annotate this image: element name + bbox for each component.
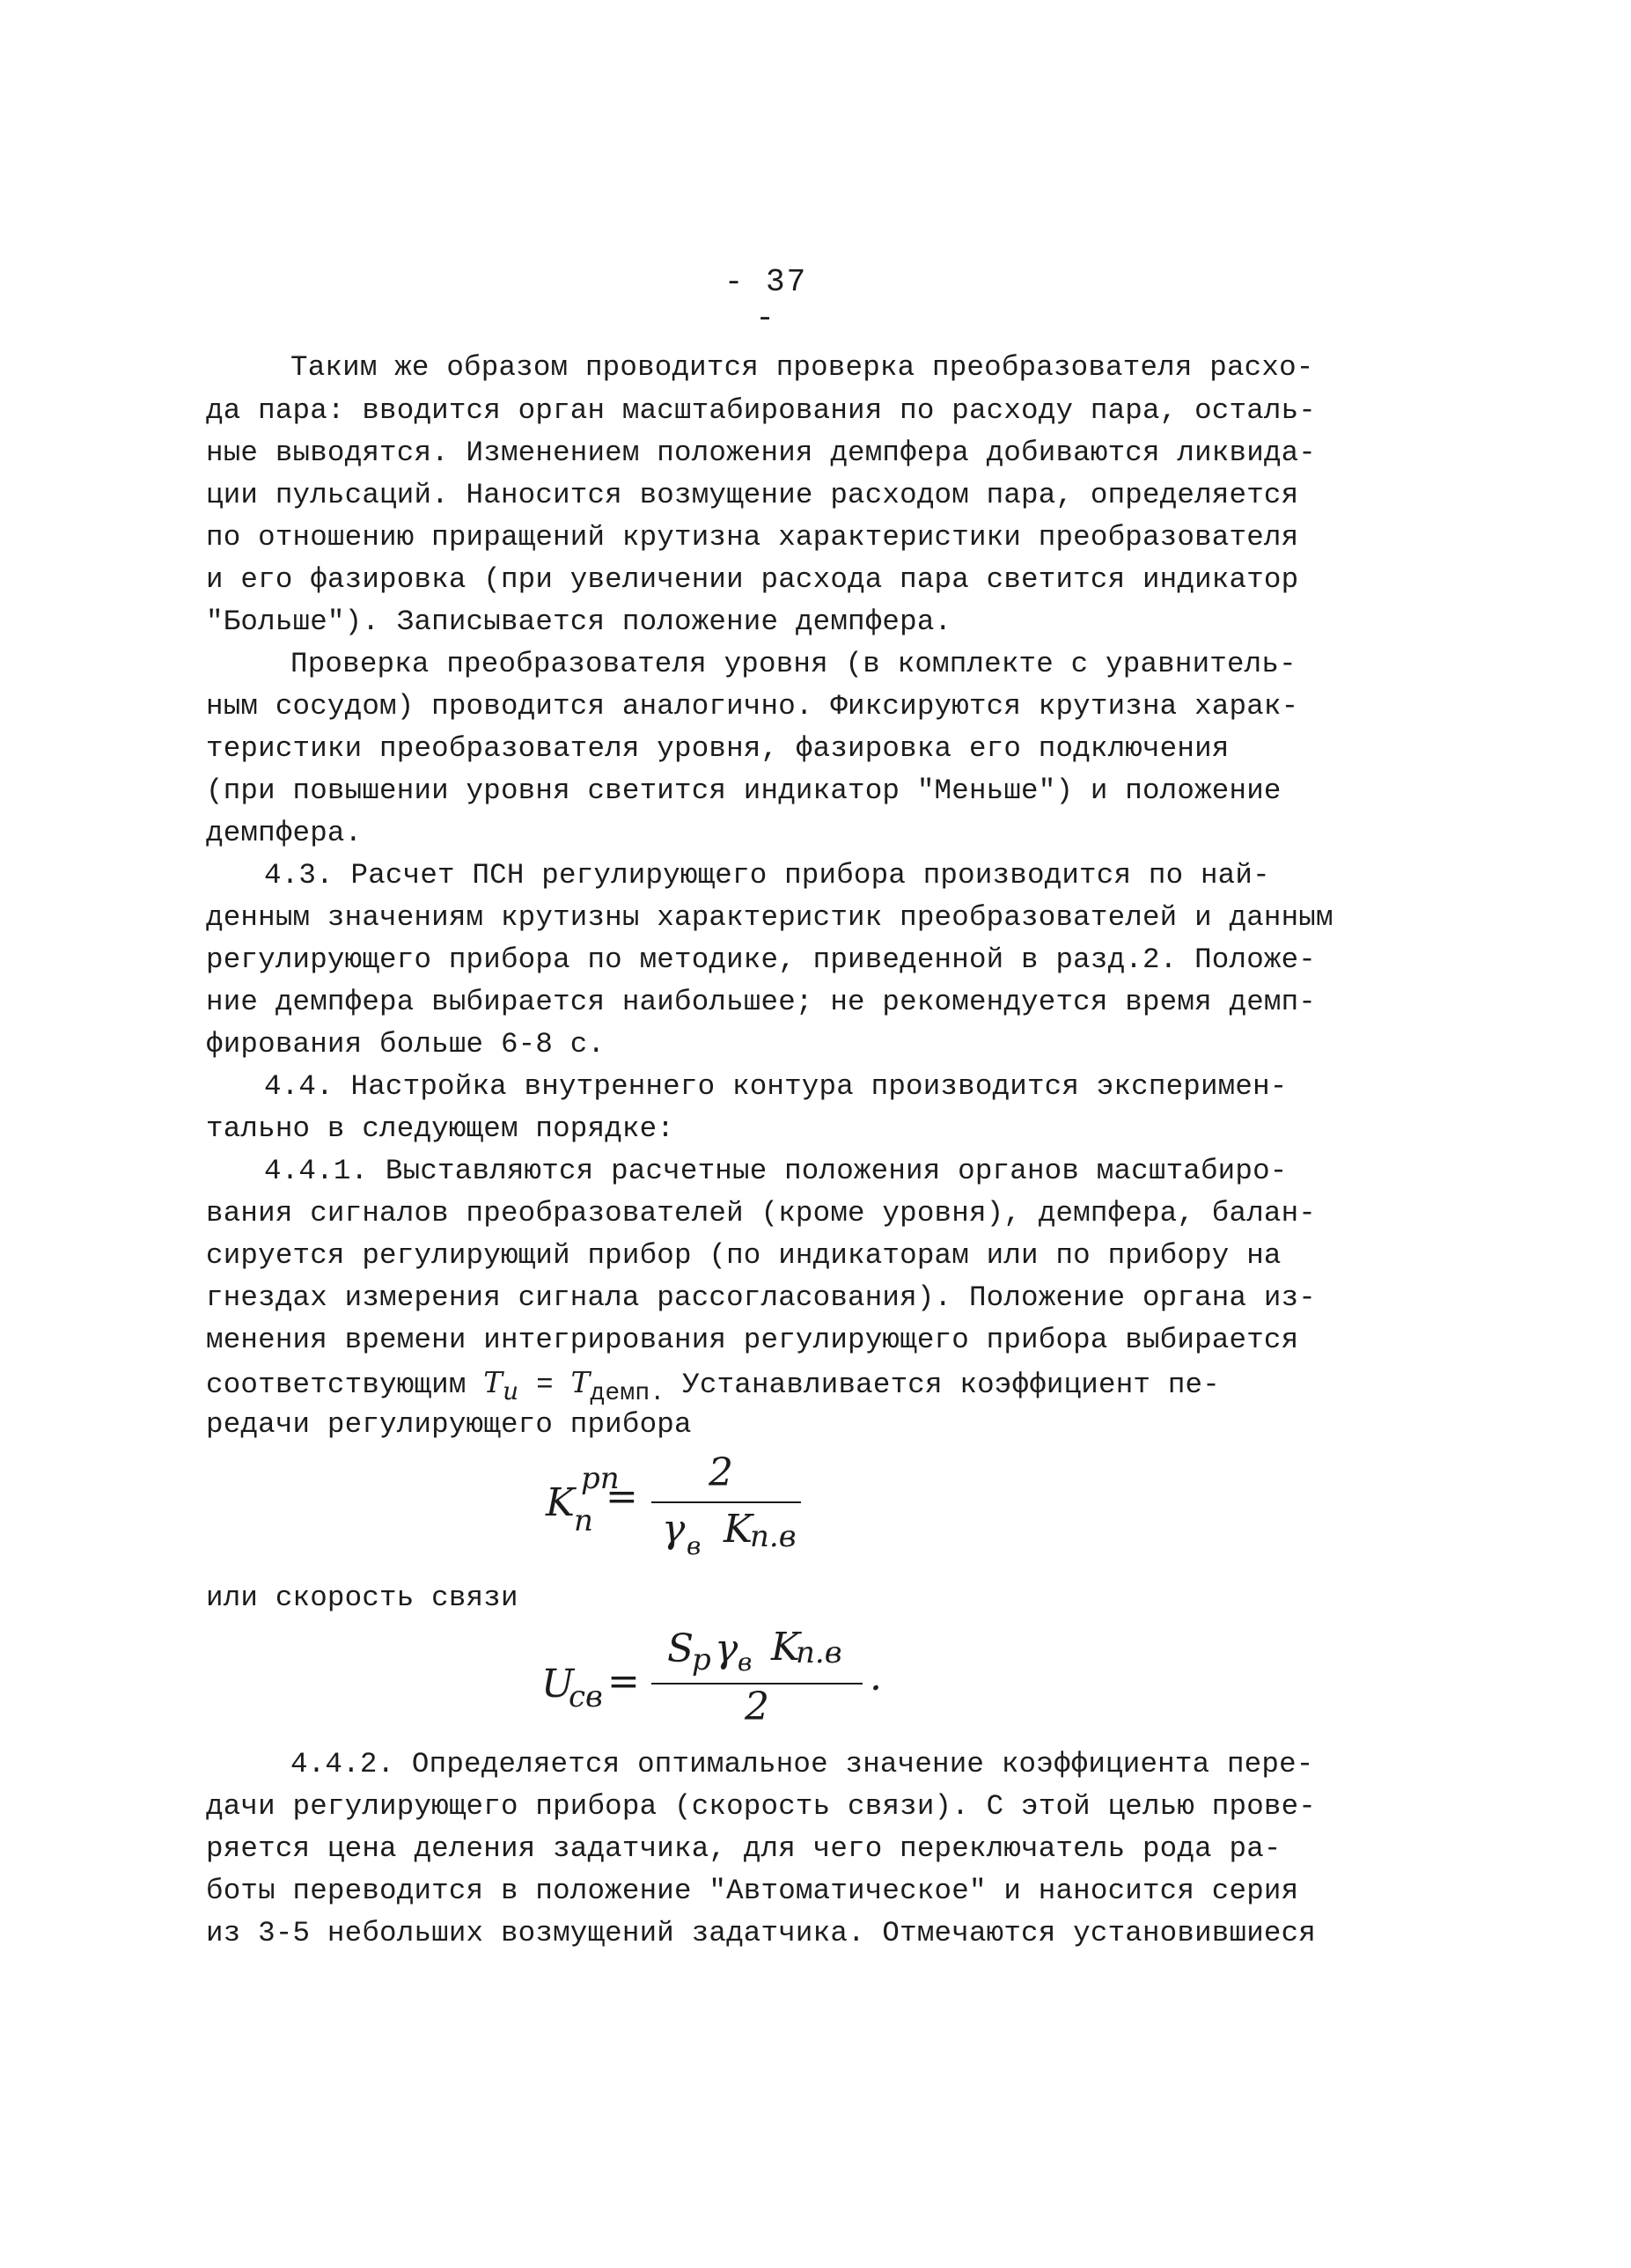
f1-equals: = [606,1474,638,1519]
p2-line-1: Проверка преобразователя уровня (в комплекте с уравнитель- [290,648,1297,680]
p3-line-5: фирования больше 6-8 с. [206,1028,606,1061]
p5-text-after: Устанавливается коэффициент пе- [665,1369,1220,1401]
p5-line-5: менения времени интегрирования регулирующего прибора выбирается [206,1324,1299,1356]
f1-numerator: 2 [709,1450,733,1495]
f2-num-s: S [667,1626,694,1671]
f2-trailing-period: . [870,1655,882,1699]
p5-line-4: гнездах измерения сигнала рассогласования). Положение органа из- [206,1281,1317,1314]
p6-line-1: 4.4.2. Определяется оптимальное значение коэффициента пере- [290,1748,1314,1780]
f2-denominator: 2 [745,1684,769,1729]
p2-line-4: (при повышении уровня светится индикатор "Меньше") и положение [206,774,1282,807]
f2-num-k: K [771,1625,800,1670]
p5-line-3: сируется регулирующий прибор (по индикаторам или по прибору на [206,1239,1282,1272]
p1-line-6: и его фазировка (при увеличении расхода пара светится индикатор [206,563,1299,596]
ti-subscript: и [503,1376,519,1406]
f2-num-s-sub: р [692,1642,711,1677]
p1-line-1: Таким же образом проводится проверка преобразователя расхо- [290,351,1314,384]
p1-line-2: да пара: вводится орган масштабирования по расходу пара, осталь- [206,394,1317,427]
f1-den-gamma-sub: в [687,1531,702,1560]
f2-lhs-sub: св [569,1679,603,1714]
p3-line-1: 4.3. Расчет ПСН регулирующего прибора производится по най- [264,859,1270,892]
p1-line-5: по отношению приращений крутизна характеристики преобразователя [206,521,1299,554]
p3-line-2: денным значениям крутизны характеристик преобразователей и данным [206,901,1333,934]
page-number: - 37 - [724,264,808,336]
f2-equals: = [607,1659,640,1704]
p5-line-6 [206,1365,1220,1412]
f2-num-gamma: γ [715,1626,738,1671]
p1-line-7: "Больше"). Записывается положение демпфера. [206,606,952,638]
f1-den-gamma: γ [662,1507,686,1552]
p2-line-5: демпфера. [206,817,363,849]
f2-num-gamma-sub: в [738,1648,753,1677]
f1-den-k: K [724,1507,753,1552]
td-subscript: демп. [590,1380,665,1407]
or-speed-text: или скорость связи [206,1582,518,1614]
f1-lhs-base: K [546,1480,575,1525]
f1-den-k-sub: п.в [750,1519,797,1554]
p5-line-7: редачи регулирующего прибора [206,1408,692,1441]
p6-line-3: ряется цена деления задатчика, для чего переключатель рода ра- [206,1832,1282,1865]
p4-line-1: 4.4. Настройка внутреннего контура производится эксперимен- [264,1070,1288,1103]
ti-equals: = [518,1369,571,1401]
p2-line-2: ным сосудом) проводится аналогично. Фиксируются крутизна харак- [206,690,1299,723]
p1-line-3: ные выводятся. Изменением положения демпфера добиваются ликвида- [206,437,1317,469]
p1-line-4: ции пульсаций. Наносится возмущение расходом пара, определяется [206,479,1299,511]
f1-lhs-sup: рп [581,1461,620,1496]
p6-line-2: дачи регулирующего прибора (скорость связи). С этой целью прове- [206,1790,1317,1823]
f2-num-k-sub: п.в [796,1635,842,1670]
p4-line-2: тально в следующем порядке: [206,1112,674,1145]
f1-fraction-bar [651,1501,801,1503]
p5-line-1: 4.4.1. Выставляются расчетные положения органов масштабиро- [264,1155,1288,1187]
f1-lhs-sub: п [574,1503,593,1538]
ti-symbol: T [483,1366,503,1399]
p2-line-3: теристики преобразователя уровня, фазировка его подключения [206,732,1230,765]
p6-line-5: из 3-5 небольших возмущений задатчика. Отмечаются установившиеся [206,1917,1317,1949]
p5-line-2: вания сигналов преобразователей (кроме уровня), демпфера, балан- [206,1197,1317,1229]
p3-line-3: регулирующего прибора по методике, приведенной в разд.2. Положе- [206,943,1317,976]
p3-line-4: ние демпфера выбирается наибольшее; не рекомендуется время демп- [206,986,1317,1018]
f2-lhs-base: U [541,1662,575,1707]
p6-line-4: боты переводится в положение "Автоматическое" и наносится серия [206,1875,1299,1907]
p5-text-before: соответствующим [206,1369,484,1401]
td-symbol: T [570,1366,591,1399]
